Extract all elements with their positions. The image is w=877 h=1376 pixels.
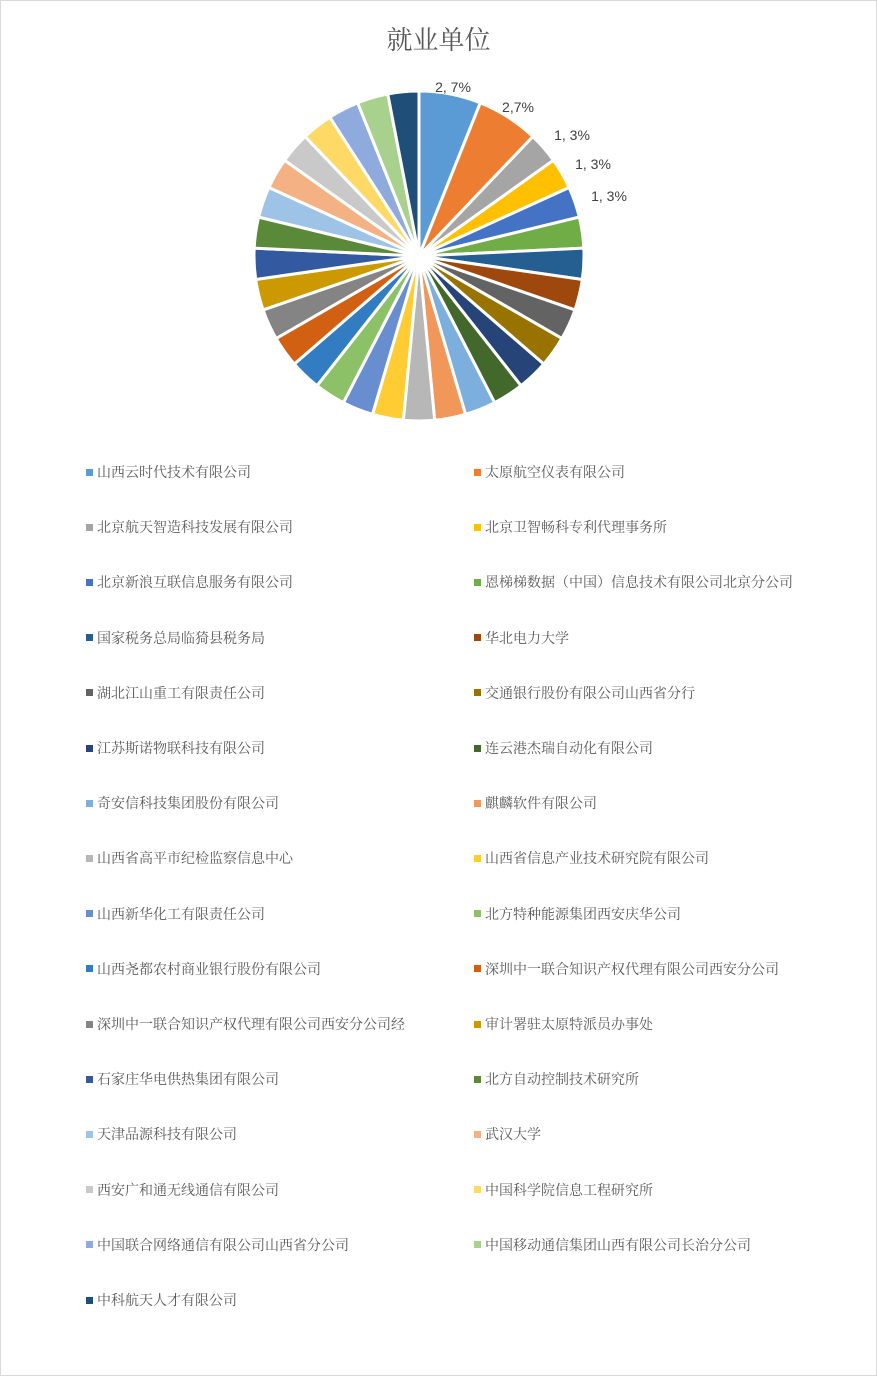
legend-item bbox=[86, 517, 293, 537]
legend-label: 山西尧都农村商业银行股份有限公司 bbox=[97, 961, 321, 978]
legend-label: 西安广和通无线通信有限公司 bbox=[97, 1182, 279, 1199]
legend-swatch bbox=[86, 689, 93, 696]
legend-item bbox=[474, 848, 709, 868]
legend-swatch bbox=[474, 634, 481, 641]
legend-label: 麒麟软件有限公司 bbox=[485, 796, 597, 813]
legend-item bbox=[474, 1235, 751, 1255]
legend-label: 天津品源科技有限公司 bbox=[97, 1127, 237, 1144]
legend-label: 北京新浪互联信息服务有限公司 bbox=[97, 575, 293, 592]
legend-item bbox=[86, 959, 321, 979]
legend-label: 国家税务总局临猗县税务局 bbox=[97, 630, 265, 647]
legend-item bbox=[86, 738, 265, 758]
legend-label: 华北电力大学 bbox=[485, 630, 569, 647]
legend-swatch bbox=[474, 689, 481, 696]
legend-label: 太原航空仪表有限公司 bbox=[485, 465, 625, 481]
legend-item bbox=[474, 738, 653, 758]
chart-title: 就业单位 bbox=[386, 26, 491, 56]
legend-label: 北京航天智造科技发展有限公司 bbox=[97, 520, 293, 537]
legend-item bbox=[86, 683, 265, 703]
legend-swatch bbox=[474, 579, 481, 586]
legend-label: 江苏斯诺物联科技有限公司 bbox=[97, 741, 265, 757]
legend-item bbox=[86, 1069, 279, 1089]
legend-label: 湖北江山重工有限责任公司 bbox=[97, 685, 265, 702]
legend-item bbox=[86, 904, 265, 924]
legend-swatch bbox=[86, 1131, 93, 1138]
legend-label: 恩梯梯数据（中国）信息技术有限公司北京分公司 bbox=[485, 575, 793, 592]
legend-label: 中国移动通信集团山西有限公司长治分公司 bbox=[485, 1237, 751, 1254]
legend-label: 石家庄华电供热集团有限公司 bbox=[97, 1072, 279, 1089]
legend-label: 中国科学院信息工程研究所 bbox=[485, 1182, 653, 1199]
legend-item bbox=[86, 1124, 237, 1144]
legend-label: 奇安信科技集团股份有限公司 bbox=[97, 796, 279, 813]
legend-swatch bbox=[474, 469, 481, 476]
legend-label: 交通银行股份有限公司山西省分行 bbox=[485, 685, 695, 702]
legend-item bbox=[86, 1235, 349, 1255]
legend-item bbox=[474, 793, 597, 813]
legend-swatch bbox=[474, 1241, 481, 1248]
legend-item bbox=[86, 1180, 279, 1200]
legend-swatch bbox=[474, 1021, 481, 1028]
legend-item bbox=[474, 1124, 541, 1144]
legend-swatch bbox=[474, 1131, 481, 1138]
legend-item bbox=[474, 1014, 653, 1034]
legend-swatch bbox=[474, 745, 481, 752]
legend-swatch bbox=[474, 855, 481, 862]
legend-item bbox=[86, 462, 251, 482]
legend-item bbox=[474, 628, 569, 648]
legend-label: 山西云时代技术有限公司 bbox=[97, 465, 251, 481]
pie-chart bbox=[0, 0, 877, 450]
legend-label: 北方特种能源集团西安庆华公司 bbox=[485, 906, 681, 923]
legend-label: 深圳中一联合知识产权代理有限公司西安分公司 bbox=[485, 961, 779, 978]
legend-swatch bbox=[86, 579, 93, 586]
legend-swatch bbox=[474, 800, 481, 807]
legend-item bbox=[86, 848, 293, 868]
legend-item bbox=[474, 1069, 639, 1089]
legend-label: 山西省高平市纪检监察信息中心 bbox=[97, 851, 293, 868]
legend-swatch bbox=[86, 1186, 93, 1193]
legend-swatch bbox=[86, 745, 93, 752]
legend-label: 山西新华化工有限责任公司 bbox=[97, 906, 265, 923]
legend-item bbox=[86, 1014, 405, 1034]
legend-swatch bbox=[86, 634, 93, 641]
legend-label: 连云港杰瑞自动化有限公司 bbox=[485, 741, 653, 757]
legend-swatch bbox=[86, 1241, 93, 1248]
data-label: 1, 3% bbox=[554, 127, 590, 143]
legend-swatch bbox=[474, 965, 481, 972]
legend-item bbox=[474, 572, 793, 592]
legend-item bbox=[474, 517, 667, 537]
legend-item bbox=[474, 1180, 653, 1200]
legend-item bbox=[474, 462, 625, 482]
legend-swatch bbox=[86, 524, 93, 531]
data-label: 1, 3% bbox=[591, 188, 627, 204]
legend-label: 北京卫智畅科专利代理事务所 bbox=[485, 520, 667, 537]
legend-label: 深圳中一联合知识产权代理有限公司西安分公司经 bbox=[97, 1017, 405, 1033]
data-label: 2, 7% bbox=[435, 79, 471, 95]
legend-label: 中科航天人才有限公司 bbox=[97, 1293, 237, 1309]
legend-swatch bbox=[86, 910, 93, 917]
legend-swatch bbox=[86, 800, 93, 807]
legend-item bbox=[474, 683, 695, 703]
legend-swatch bbox=[86, 855, 93, 862]
legend-item bbox=[86, 628, 265, 648]
legend-label: 北方自动控制技术研究所 bbox=[485, 1072, 639, 1089]
legend-label: 审计署驻太原特派员办事处 bbox=[485, 1017, 653, 1033]
legend-swatch bbox=[86, 965, 93, 972]
legend-item bbox=[86, 572, 293, 592]
legend-swatch bbox=[86, 1297, 93, 1304]
legend-swatch bbox=[86, 1076, 93, 1083]
legend-swatch bbox=[474, 1186, 481, 1193]
data-label: 1, 3% bbox=[575, 156, 611, 172]
legend-swatch bbox=[474, 1076, 481, 1083]
legend-item bbox=[474, 959, 779, 979]
legend-item bbox=[86, 793, 279, 813]
legend-swatch bbox=[474, 524, 481, 531]
legend-label: 中国联合网络通信有限公司山西省分公司 bbox=[97, 1237, 349, 1254]
legend-label: 山西省信息产业技术研究院有限公司 bbox=[485, 851, 709, 868]
legend-swatch bbox=[86, 1021, 93, 1028]
legend-item bbox=[474, 904, 681, 924]
legend-swatch bbox=[86, 469, 93, 476]
data-label: 2,7% bbox=[502, 99, 534, 115]
legend-swatch bbox=[474, 910, 481, 917]
legend-item bbox=[86, 1290, 237, 1310]
legend-label: 武汉大学 bbox=[485, 1127, 541, 1144]
